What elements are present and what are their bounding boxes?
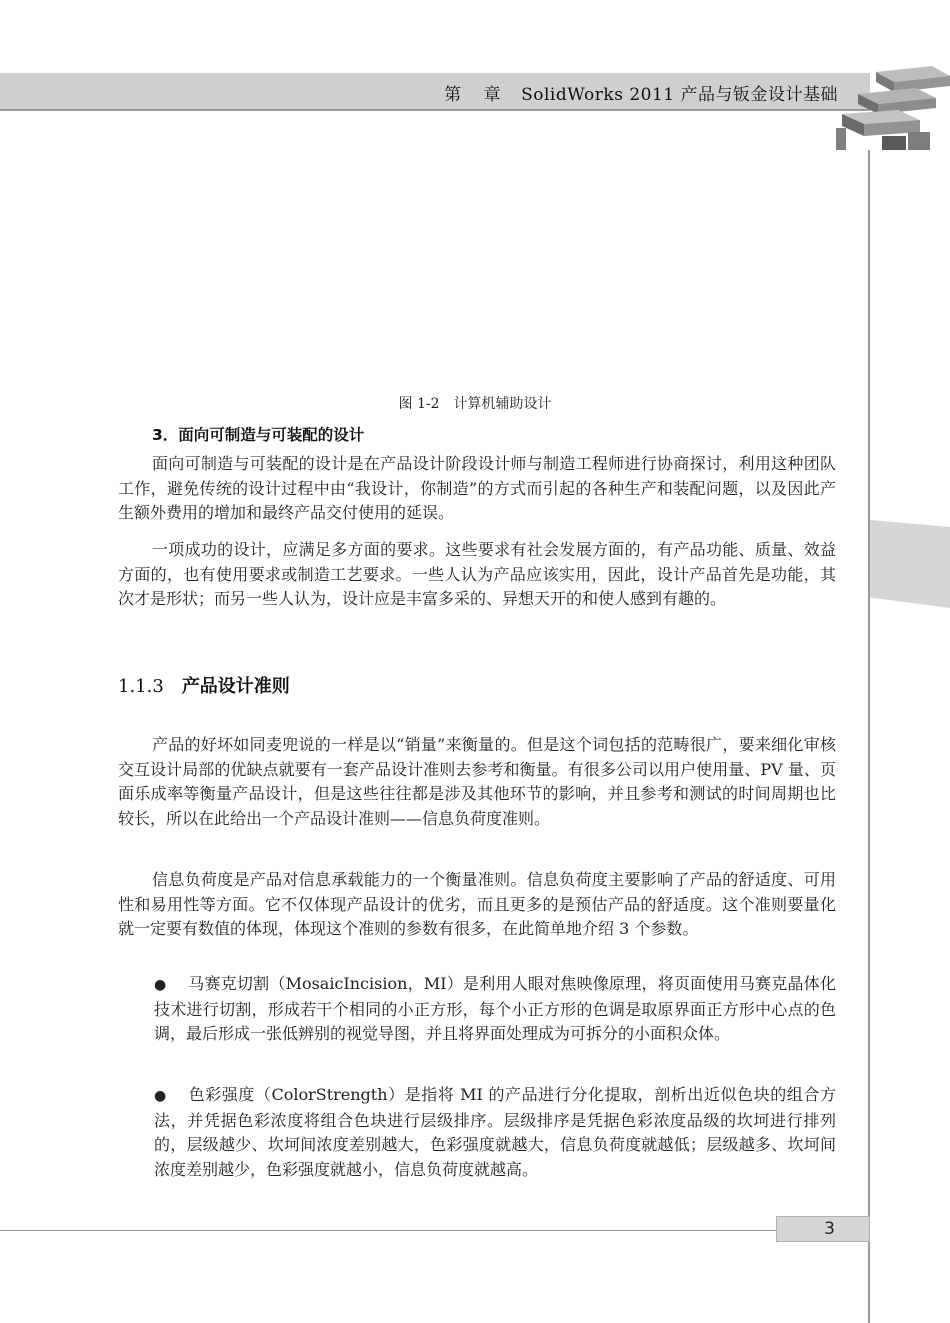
page-number: 3 — [824, 1219, 835, 1239]
footer-rule — [0, 1230, 870, 1231]
chapter-prefix: 第 — [444, 85, 462, 105]
section-heading — [118, 672, 290, 698]
paragraph: 产品的好坏如同麦兜说的一样是以“销量”来衡量的。但是这个词包括的范畴很广，要来细化审核交互设计局部的优缺点就要有一套产品设计准则去参考和衡量。有很多公司以用户使用量、PV 量、页面乐成率等衡量产品设计，但是这些往往都是涉及其他环节的影响，并且参考和测试的时间周期也比较长，所以在此给出一个产品设计准则——信息负荷度准则。 — [118, 735, 836, 828]
stacked-blocks-icon — [836, 66, 950, 152]
chapter-suffix: 章 — [483, 85, 502, 105]
paragraph: 面向可制造与可装配的设计是在产品设计阶段设计师与制造工程师进行协商探讨，利用这种团队工作，避免传统的设计过程中由“我设计，你制造”的方式而引起的各种生产和装配问题，以及因此产生额外费用的增加和最终产品交付使用的延误。 — [118, 454, 836, 522]
book-title: SolidWorks 2011 产品与钣金设计基础 — [521, 85, 838, 105]
margin-rule — [868, 150, 870, 1323]
subsection-title: 3．面向可制造与可装配的设计 — [152, 426, 365, 444]
bullet-item — [154, 972, 836, 1047]
bullet-text: 马赛克切割（MosaicIncision，MI）是利用人眼对焦映像原理，将页面使用马赛克晶体化技术进行切割，形成若干个相同的小正方形，每个小正方形的色调是取原界面正方形中心点的色调，最后形成一张低辨别的视觉导图，并且将界面处理成为可拆分的小面积众体。 — [154, 974, 836, 1043]
running-header — [444, 80, 838, 105]
paragraph: 信息负荷度是产品对信息承载能力的一个衡量准则。信息负荷度主要影响了产品的舒适度、可用性和易用性等方面。它不仅体现产品设计的优劣，而且更多的是预估产品的舒适度。这个准则要量化就一定要有数值的体现，体现这个准则的参数有很多，在此简单地介绍 3 个参数。 — [118, 870, 836, 938]
paragraph: 一项成功的设计，应满足多方面的要求。这些要求有社会发展方面的，有产品功能、质量、效益方面的，也有使用要求或制造工艺要求。一些人认为产品应该实用，因此，设计产品首先是功能，其次才是形状；而另一些人认为，设计应是丰富多采的、异想天开的和使人感到有趣的。 — [118, 540, 836, 608]
bullet-dot: ● — [154, 1088, 167, 1104]
section-title: 产品设计准则 — [181, 676, 290, 697]
page-number-box — [776, 1216, 870, 1242]
thumb-tab — [870, 520, 950, 608]
section-number: 1.1.3 — [118, 676, 164, 697]
bullet-text: 色彩强度（ColorStrength）是指将 MI 的产品进行分化提取，剖析出近似色块的组合方法，并凭据色彩浓度将组合色块进行层级排序。层级排序是凭据色彩浓度品级的坎坷进行排列的，层级越少、坎坷间浓度差别越大，色彩强度就越大，信息负荷度就越低；层级越多、坎坷间浓度差别越少，色彩强度就越小，信息负荷度就越高。 — [154, 1085, 836, 1179]
figure-caption: 图 1-2 计算机辅助设计 — [398, 396, 552, 412]
bullet-dot: ● — [154, 977, 167, 993]
bullet-item — [154, 1083, 836, 1182]
